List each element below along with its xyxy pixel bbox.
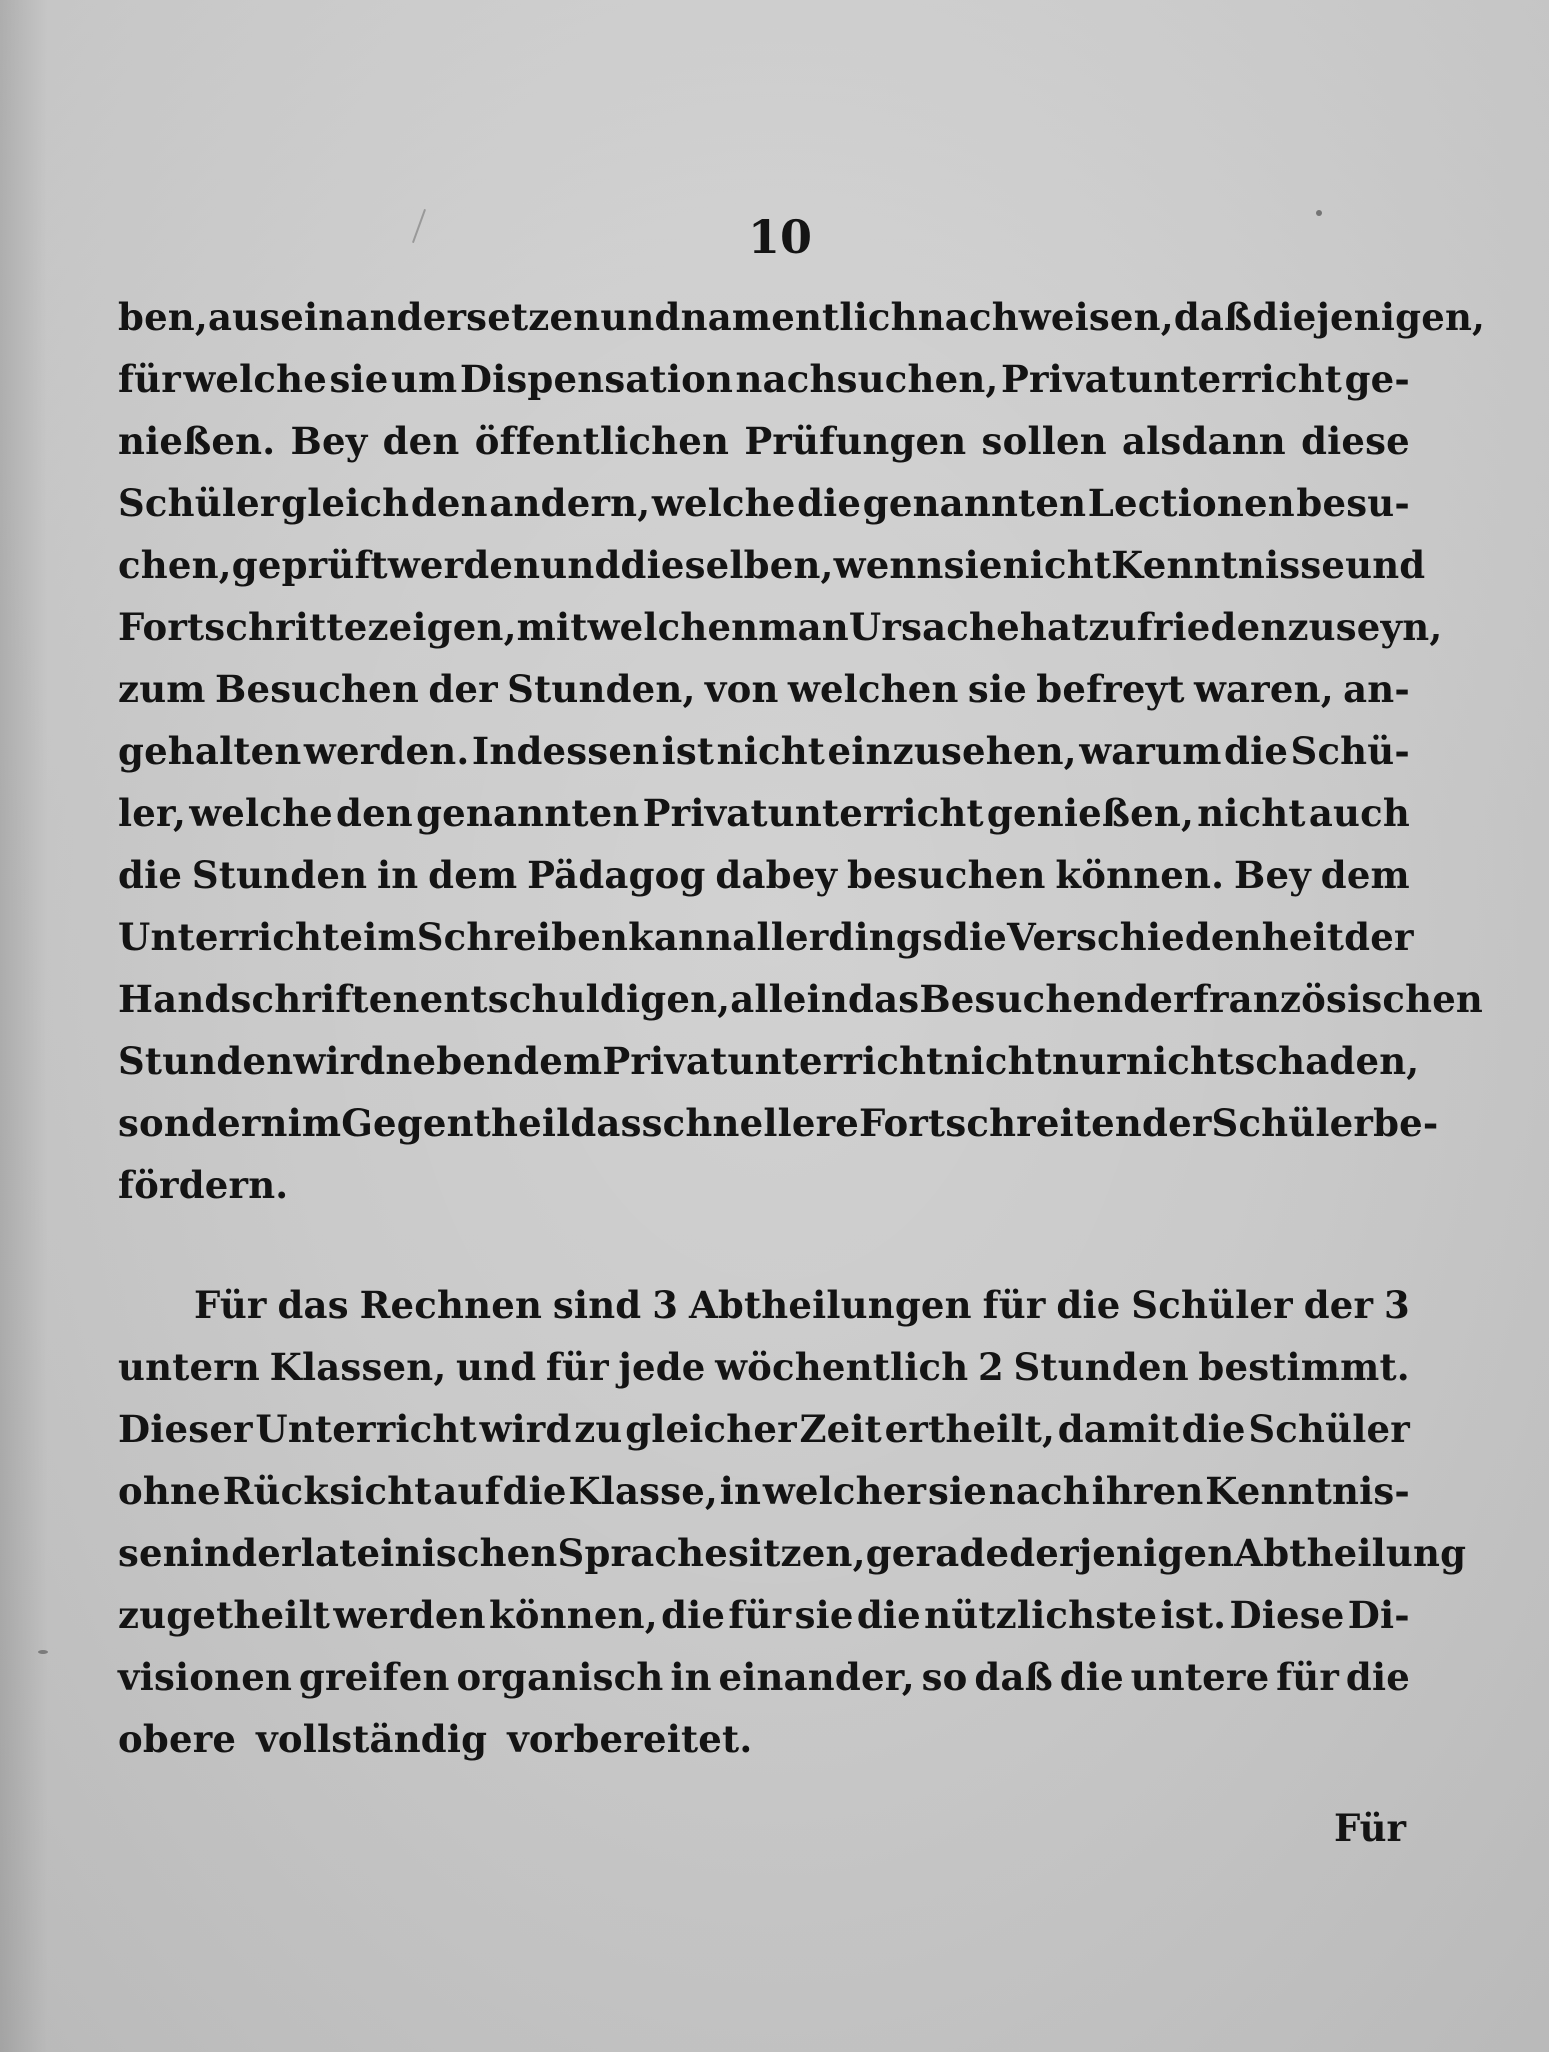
text-line: die Stunden in dem Pädagog dabey besuchen können. Bey dem: [118, 853, 1410, 897]
ink-speck: [1316, 210, 1322, 216]
paragraph-gap: [118, 1216, 1410, 1274]
text-line: ohne Rücksicht auf die Klasse, in welcher sie nach ihren Kenntnis-: [118, 1469, 1410, 1513]
paragraph: [118, 1274, 1467, 1770]
catchword: Für: [1333, 1806, 1406, 1850]
text-line: Handschriften entschuldigen, allein das Besuchen der französischen: [118, 977, 1484, 1021]
text-line: fördern.: [118, 1163, 289, 1207]
text-line: Dieser Unterricht wird zu gleicher Zeit ertheilt, damit die Schüler: [118, 1407, 1410, 1451]
text-line: Unterrichte im Schreiben kann allerdings die Verschiedenheit der: [118, 915, 1414, 959]
paragraph: [118, 286, 1486, 1216]
page-number: 10: [748, 210, 813, 264]
text-line: sen in der lateinischen Sprache sitzen, gerade derjenigen Abtheilung: [118, 1531, 1467, 1575]
text-line: Fortschritte zeigen, mit welchen man Ursache hat zufrieden zu seyn,: [118, 605, 1443, 649]
text-line: nießen. Bey den öffentlichen Prüfungen sollen alsdann diese: [118, 419, 1410, 463]
text-line: zum Besuchen der Stunden, von welchen sie befreyt waren, an-: [118, 667, 1410, 711]
text-line: zugetheilt werden können, die für sie die nützlichste ist. Diese Di-: [118, 1593, 1410, 1637]
text-line: Stunden wird neben dem Privatunterricht nicht nur nicht schaden,: [118, 1039, 1420, 1083]
ink-mark: [412, 209, 426, 244]
text-line: ler, welche den genannten Privatunterricht genießen, nicht auch: [118, 791, 1410, 835]
text-line: Schüler gleich den andern, welche die genannten Lectionen besu-: [118, 481, 1410, 525]
text-line: untern Klassen, und für jede wöchentlich 2 Stunden bestimmt.: [118, 1345, 1410, 1389]
text-line: für welche sie um Dispensation nachsuchen, Privatunterricht ge-: [118, 357, 1410, 401]
text-line: Für das Rechnen sind 3 Abtheilungen für die Schüler der 3: [194, 1283, 1410, 1327]
text-line: chen, geprüft werden und dieselben, wenn sie nicht Kenntnisse und: [118, 543, 1426, 587]
page-gutter-shadow: [0, 0, 48, 2052]
text-line: gehalten werden. Indessen ist nicht einzusehen, warum die Schü-: [118, 729, 1410, 773]
text-line: visionen greifen organisch in einander, so daß die untere für die: [118, 1655, 1410, 1699]
text-line: sondern im Gegentheil das schnellere Fortschreiten der Schüler be-: [118, 1101, 1439, 1145]
text-line: obere vollständig vorbereitet.: [118, 1717, 753, 1761]
text-line: ben, auseinandersetzen und namentlich nachweisen, daß diejenigen,: [118, 295, 1486, 339]
ink-speck: [38, 1650, 48, 1654]
body-text: [118, 286, 1486, 1770]
